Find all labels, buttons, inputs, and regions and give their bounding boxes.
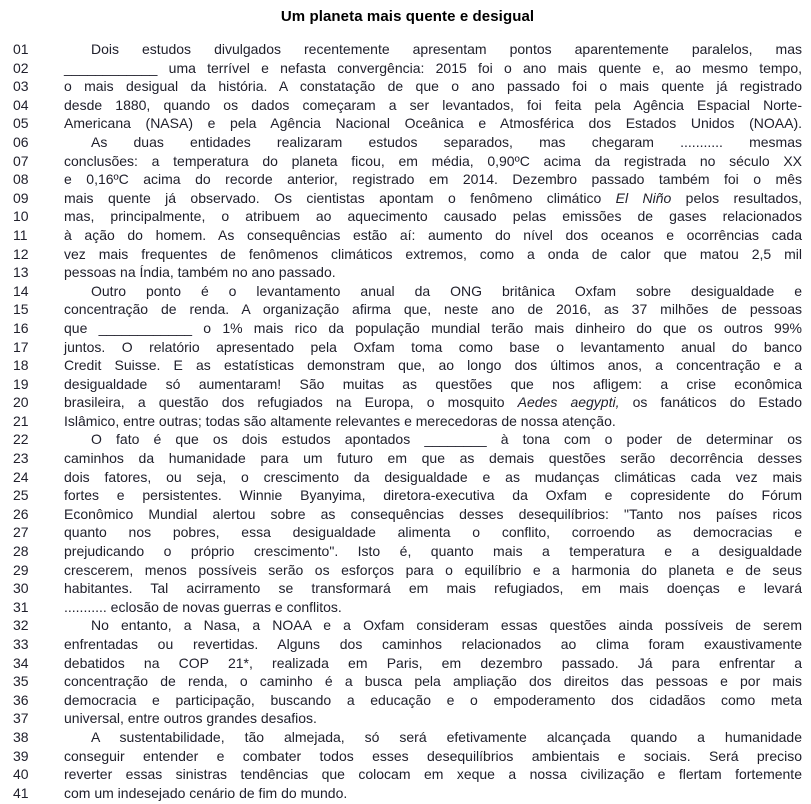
line-text: No entanto, a Nasa, a NOAA e a Oxfam consideram essas questões ainda possíveis de serem	[91, 617, 802, 634]
line-number: 32	[13, 617, 29, 634]
line-text: à ação do homem. As consequências estão aí: aumento do nível dos oceanos e ocorrências cada	[64, 226, 802, 243]
line-number: 29	[13, 561, 29, 578]
passage-line	[13, 616, 802, 635]
line-text: debatidos na COP 21*, realizada em Paris, em dezembro passado. Já para enfrentar a	[64, 654, 802, 671]
passage-line	[13, 207, 802, 226]
line-number: 40	[13, 766, 29, 783]
line-number: 27	[13, 524, 29, 541]
line-number: 08	[13, 171, 29, 188]
line-text: concentração de renda. A organização afirma que, neste ano de 2016, as 37 milhões de pessoas	[64, 301, 802, 318]
line-text: caminhos da humanidade para um futuro em que as demais questões serão decorrência desses	[64, 450, 802, 467]
passage-line	[13, 77, 802, 96]
passage-line	[13, 133, 802, 152]
line-text: prejudicando o próprio crescimento". Isto é, quanto mais a temperatura e a desigualdade	[64, 543, 802, 560]
line-text: dois fatores, ou seja, o crescimento da desigualdade e as mudanças climáticas cada vez mais	[64, 468, 802, 485]
line-text: o mais desigual da história. A constatação de que o ano passado foi o mais quente já registrado	[64, 78, 802, 95]
passage-line	[13, 375, 802, 394]
line-text: Credit Suisse. E as estatísticas demonstram que, ao longo dos últimos anos, a concentração e a	[64, 357, 802, 374]
line-text: brasileira, a questão dos refugiados na Europa, o mosquito Aedes aegypti, os fanáticos do Estado	[64, 394, 803, 411]
passage-line	[13, 561, 802, 580]
passage-line	[13, 579, 802, 598]
passage-line	[13, 765, 802, 784]
passage-line	[13, 319, 802, 338]
line-text: ____________ uma terrível e nefasta convergência: 2015 foi o ano mais quente e, ao mesmo tempo,	[64, 59, 802, 76]
line-text: universal, entre outros grandes desafios.	[64, 710, 317, 727]
passage-line	[13, 40, 802, 59]
line-text: reverter essas sinistras tendências que colocam em xeque a nossa civilização e flertam fortemente	[64, 766, 802, 783]
line-text: O fato é que os dois estudos apontados ________ à tona com o poder de determinar os	[91, 431, 802, 448]
line-text: Islâmico, entre outras; todas são altamente relevantes e merecedoras de nossa atenção.	[64, 412, 616, 429]
line-text: ........... eclosão de novas guerras e conflitos.	[64, 598, 342, 615]
line-text: pessoas na Índia, também no ano passado.	[64, 264, 336, 281]
line-text: conseguir entender e combater todos esses desequilíbrios ambientais e sociais. Será preciso	[64, 747, 802, 764]
line-text: desde 1880, quando os dados começaram a ser levantados, foi feita pela Agência Espacial Norte-	[64, 96, 802, 113]
line-number: 34	[13, 654, 29, 671]
passage-line	[13, 784, 802, 803]
passage-line	[13, 709, 802, 728]
line-number: 20	[13, 394, 29, 411]
line-number: 11	[13, 226, 28, 243]
passage-line	[13, 170, 802, 189]
line-number: 35	[13, 673, 29, 690]
passage-line	[13, 523, 802, 542]
line-text: conclusões: a temperatura do planeta ficou, em média, 0,90ºC acima da registrada no século XX	[64, 152, 802, 169]
page-title: Um planeta mais quente e desigual	[280, 8, 535, 25]
line-number: 10	[13, 208, 29, 225]
line-number: 30	[13, 580, 29, 597]
passage-line	[13, 189, 802, 208]
line-text: mais quente já observado. Os cientistas apontam o fenômeno climático El Niño pelos resultados,	[64, 189, 803, 206]
passage-line	[13, 728, 802, 747]
line-number: 09	[13, 189, 29, 206]
line-text: juntos. O relatório apresentado pela Oxfam toma como base o levantamento anual do banco	[64, 338, 802, 355]
line-number: 28	[13, 543, 29, 560]
passage-line	[13, 300, 802, 319]
line-text: crescerem, menos possíveis serão os esforços para o equilíbrio e a harmonia do planeta e de seus	[64, 561, 802, 578]
passage-line	[13, 393, 802, 412]
line-text: Outro ponto é o levantamento anual da ONG britânica Oxfam sobre desigualdade e	[91, 282, 802, 299]
passage-line	[13, 114, 802, 133]
passage-line	[13, 449, 802, 468]
line-number: 14	[13, 282, 29, 299]
line-number: 39	[13, 747, 29, 764]
line-number: 03	[13, 78, 29, 95]
passage-line	[13, 598, 802, 617]
passage-line	[13, 338, 802, 357]
line-number: 23	[13, 450, 29, 467]
passage-line	[13, 505, 802, 524]
passage-line	[13, 542, 802, 561]
line-number: 06	[13, 133, 29, 150]
passage-line	[13, 672, 802, 691]
passage-line	[13, 152, 802, 171]
passage-line	[13, 691, 802, 710]
passage-line	[13, 747, 802, 766]
line-text: enfrentadas ou revertidas. Alguns dos caminhos relacionados ao clima foram exaustivamente	[64, 636, 802, 652]
line-number: 19	[13, 375, 29, 392]
line-number: 02	[13, 59, 29, 76]
passage-line	[13, 356, 802, 375]
line-number: 41	[13, 784, 29, 801]
line-number: 38	[13, 728, 29, 745]
passage-line	[13, 654, 802, 673]
line-number: 33	[13, 636, 29, 652]
line-number: 05	[13, 115, 29, 132]
passage	[13, 40, 802, 802]
passage-line	[13, 96, 802, 115]
line-number: 04	[13, 96, 29, 113]
line-number: 22	[13, 431, 29, 448]
line-text: Dois estudos divulgados recentemente apresentam pontos aparentemente paralelos, mas	[91, 41, 802, 57]
passage-line	[13, 282, 802, 301]
passage-line	[13, 430, 802, 449]
line-text: A sustentabilidade, tão almejada, só será efetivamente alcançada quando a humanidade	[91, 728, 802, 745]
line-number: 01	[13, 41, 29, 57]
line-number: 36	[13, 691, 29, 708]
line-number: 15	[13, 301, 29, 318]
line-number: 18	[13, 357, 29, 374]
line-number: 24	[13, 468, 29, 485]
line-text: fortes e persistentes. Winnie Byanyima, diretora-executiva da Oxfam e copresidente do Fórum	[64, 487, 802, 504]
line-text: vez mais frequentes de fenômenos climáticos extremos, como a onda de calor que matou 2,5 mil	[64, 245, 802, 262]
line-text: Econômico Mundial alertou sobre as consequências desses desequilíbrios: "Tanto nos países ricos	[64, 505, 802, 522]
line-text: que ____________ o 1% mais rico da população mundial terão mais dinheiro do que os outros 99%	[64, 319, 802, 336]
passage-line	[13, 226, 802, 245]
line-text: habitantes. Tal acirramento se transformará em mais refugiados, em mais doenças e levará	[64, 580, 802, 597]
line-text: Americana (NASA) e pela Agência Nacional Oceânica e Atmosférica dos Estados Unidos (NOAA).	[64, 115, 802, 132]
line-number: 13	[13, 264, 29, 281]
line-number: 26	[13, 505, 29, 522]
passage-line	[13, 486, 802, 505]
line-number: 37	[13, 710, 29, 727]
line-number: 31	[13, 598, 29, 615]
line-text: com um indesejado cenário de fim do mundo.	[64, 784, 348, 801]
passage-line	[13, 468, 802, 487]
line-text: democracia e participação, buscando a educação e o empoderamento dos cidadãos como meta	[64, 691, 802, 708]
passage-line	[13, 245, 802, 264]
line-number: 17	[13, 338, 29, 355]
passage-line	[13, 59, 802, 78]
passage-line	[13, 412, 802, 431]
passage-line	[13, 263, 802, 282]
line-number: 07	[13, 152, 29, 169]
line-text: e 0,16ºC acima do recorde anterior, registrado em 2014. Dezembro passado também foi o mês	[64, 171, 802, 188]
line-text: desigualdade só aumentaram! São muitas as questões que nos afligem: a crise econômica	[64, 375, 802, 392]
line-text: mas, principalmente, o atribuem ao aquecimento causado pelas emissões de gases relacionados	[64, 208, 802, 225]
line-number: 16	[13, 319, 29, 336]
line-text: As duas entidades realizaram estudos separados, mas chegaram ........... mesmas	[91, 133, 802, 150]
line-number: 25	[13, 487, 29, 504]
line-text: quanto nos pobres, essa desigualdade alimenta o conflito, corroendo as democracias e	[64, 524, 802, 541]
passage-line	[13, 635, 802, 654]
line-text: concentração de renda, o caminho é a busca pela ampliação dos direitos das pessoas e por mais	[64, 673, 802, 690]
line-number: 21	[13, 412, 29, 429]
line-number: 12	[13, 245, 29, 262]
